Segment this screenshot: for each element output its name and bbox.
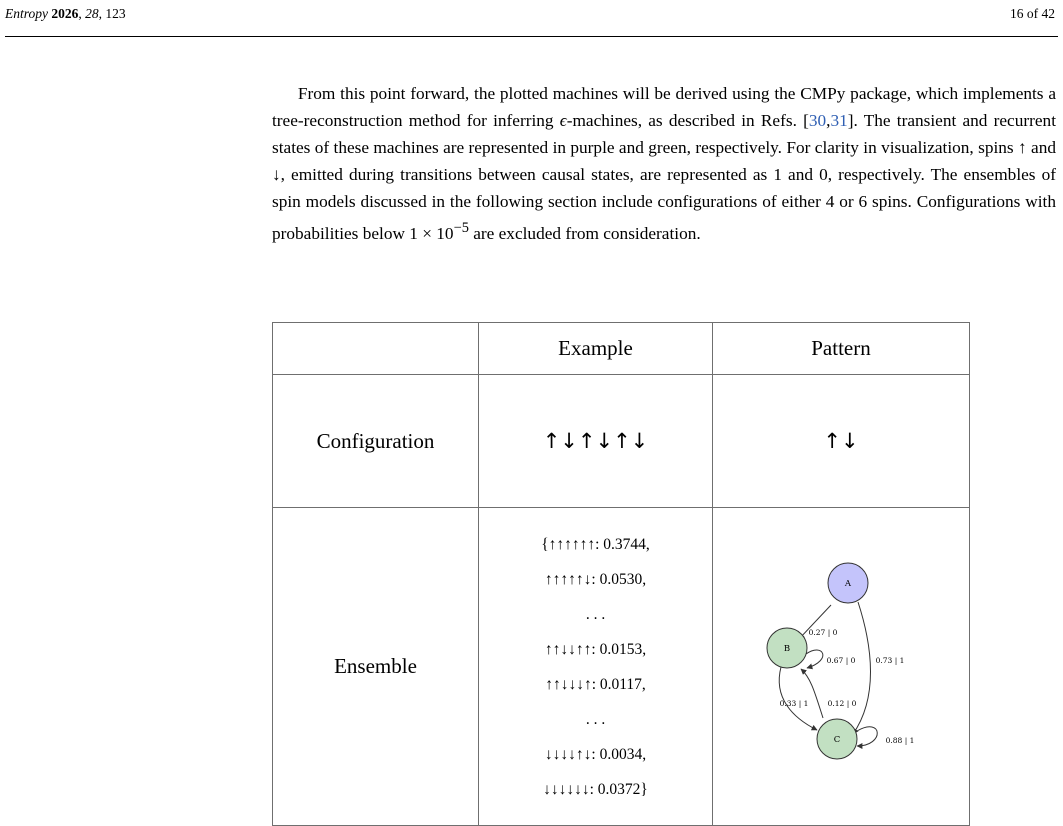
ensemble-entry: ↑↑↑↑↑↓: 0.0530, — [544, 570, 647, 588]
citation-link-30[interactable]: 30 — [808, 111, 827, 130]
state-a-label: A — [844, 579, 852, 589]
running-header — [5, 6, 1055, 28]
citation-link-31[interactable]: 31 — [830, 111, 848, 130]
label-c-b: 0.12 | 0 — [827, 699, 857, 708]
state-c-label: C — [833, 735, 841, 745]
transition-a-c — [853, 602, 871, 734]
label-b-b: 0.67 | 0 — [826, 656, 856, 665]
page-number: 16 of 42 — [1010, 6, 1055, 21]
table-header-row — [273, 323, 970, 375]
header-rule — [5, 36, 1058, 37]
ensemble-example-cell — [479, 508, 713, 826]
ensemble-list — [479, 527, 712, 807]
ensemble-entry: {↑↑↑↑↑↑: 0.3744, — [541, 535, 650, 553]
config-example-cell: ↑↓↑↓↑↓ — [479, 375, 713, 508]
ensemble-entry: ↓↓↓↓↓↓: 0.0372} — [543, 780, 648, 798]
config-pattern-cell: ↑↓ — [713, 375, 970, 508]
ensemble-entry: ↑↑↓↓↓↑: 0.0117, — [545, 675, 646, 693]
label-b-c: 0.33 | 1 — [779, 699, 809, 708]
body-paragraph: From this point forward, the plotted machines will be derived using the CMPy package, which implements a tree-reconstruction method for inferring ϵ-machines, as described in Refs. [30,31]. The transient and recurrent states of these machines are represented in purple and green, respectively. For clarity in visualization, spins ↑ and ↓, emitted during transitions between causal states, are represented as 1 and 0, respectively. The ensembles of spin models discussed in the following section include configurations of either 4 or 6 spins. Configurations with probabilities below $1 \times 10^{-5}$ are excluded from consideration. — [272, 84, 1056, 243]
row-label-ensemble: Ensemble — [273, 508, 479, 826]
header-cell-example: Example — [479, 323, 713, 375]
header-cell-pattern: Pattern — [713, 323, 970, 375]
table-row-configuration — [273, 375, 970, 508]
table-row-ensemble — [273, 508, 970, 826]
transition-c-c — [857, 727, 877, 746]
ensemble-pattern-cell — [713, 508, 970, 826]
epsilon-machine-diagram — [713, 508, 970, 819]
transition-b-b — [806, 650, 823, 668]
row-label-configuration: Configuration — [273, 375, 479, 508]
spin-table — [272, 322, 970, 826]
ensemble-ellipsis: . . . — [585, 605, 606, 623]
label-a-b: 0.27 | 0 — [808, 628, 838, 637]
ensemble-entry: ↑↑↓↓↑↑: 0.0153, — [544, 640, 647, 658]
journal-citation: Entropy 2026, 28, 123 — [5, 6, 126, 21]
ensemble-ellipsis: . . . — [585, 710, 606, 728]
label-a-c: 0.73 | 1 — [875, 656, 905, 665]
ensemble-entry: ↓↓↓↓↑↓: 0.0034, — [544, 745, 647, 763]
label-c-c: 0.88 | 1 — [885, 736, 915, 745]
header-cell-empty — [273, 323, 479, 375]
transition-c-b — [801, 669, 823, 718]
state-b-label: B — [783, 644, 791, 654]
